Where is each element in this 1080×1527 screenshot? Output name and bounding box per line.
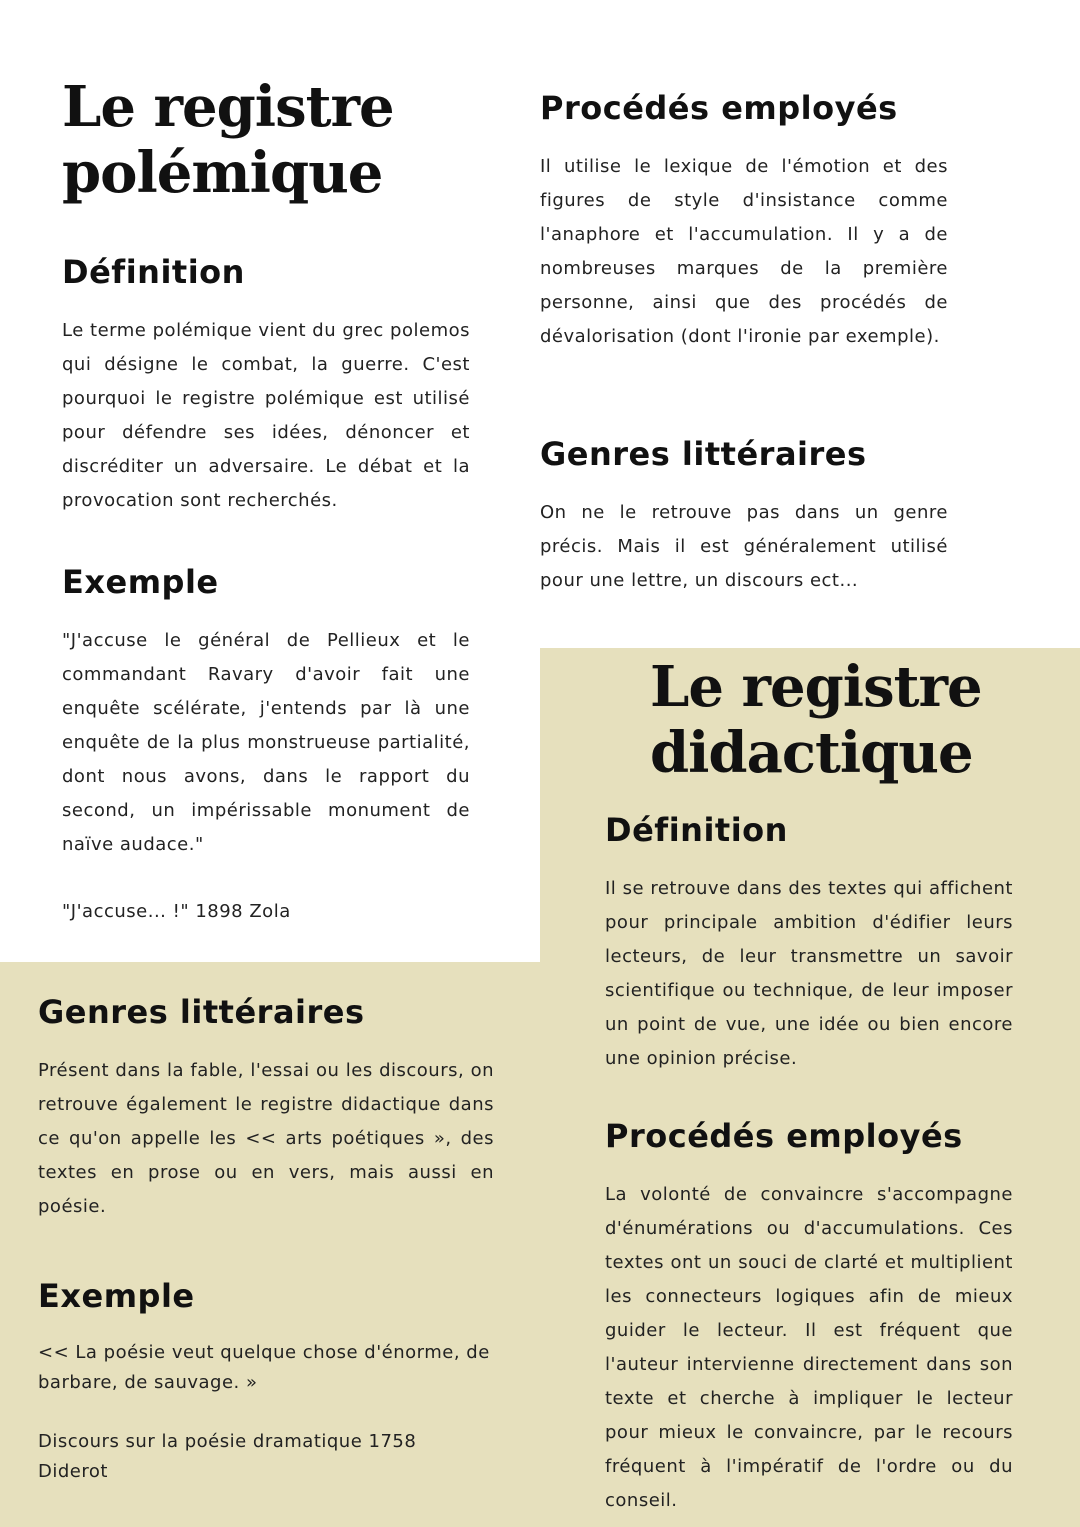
- didactique-procedes-heading: Procédés employés: [605, 1117, 963, 1155]
- polemique-procedes-text: Il utilise le lexique de l'émotion et des figures de style d'insistance comme l'anaphore et l'accumulation. Il y a de nombreuses marques de la première personne, ainsi que des procédés de dévalorisation (dont l'ironie par exemple).: [540, 156, 948, 347]
- didactique-title-line1: Le registre: [650, 654, 982, 720]
- didactique-example-heading: Exemple: [38, 1277, 195, 1315]
- didactique-example-section: [38, 1276, 494, 1487]
- polemique-title-line1: Le registre: [62, 74, 394, 140]
- polemique-title-line2: polémique: [62, 140, 383, 206]
- didactique-genres-text: Présent dans la fable, l'essai ou les discours, on retrouve également le registre didactique dans ce qu'on appelle les << arts poétiques », des textes en prose ou en vers, mais aussi en poésie.: [38, 1060, 494, 1217]
- polemique-example-heading: Exemple: [62, 563, 219, 601]
- didactique-title-line2: didactique: [650, 720, 973, 786]
- polemique-title: [62, 74, 522, 206]
- polemique-example-source: "J'accuse... !" 1898 Zola: [62, 901, 291, 922]
- polemique-genres-heading: Genres littéraires: [540, 435, 867, 473]
- polemique-definition-heading: Définition: [62, 253, 245, 291]
- polemique-procedes-section: [540, 88, 948, 354]
- polemique-example-section: [62, 562, 470, 929]
- didactique-genres-section: [38, 992, 494, 1224]
- polemique-definition-text: Le terme polémique vient du grec polemos qui désigne le combat, la guerre. C'est pourquoi le registre polémique est utilisé pour défendre ses idées, dénoncer et discréditer un adversaire. Le débat et la provocation sont recherchés.: [62, 320, 470, 511]
- didactique-example-source-line1: Discours sur la poésie dramatique 1758: [38, 1431, 417, 1452]
- polemique-procedes-heading: Procédés employés: [540, 89, 898, 127]
- didactique-example-source-line2: Diderot: [38, 1461, 108, 1482]
- didactique-example-quote: << La poésie veut quelque chose d'énorme, de barbare, de sauvage. »: [38, 1342, 490, 1393]
- didactique-procedes-text: La volonté de convaincre s'accompagne d'énumérations ou d'accumulations. Ces textes ont un souci de clarté et multiplient les connecteurs logiques afin de mieux guider le lecteur. Il est fréquent que l'auteur intervienne directement dans son texte et cherche à impliquer le lecteur pour mieux le convaincre, par le recours fréquent à l'impératif de l'ordre ou du conseil.: [605, 1184, 1013, 1511]
- polemique-example-quote: "J'accuse le général de Pellieux et le commandant Ravary d'avoir fait une enquête scélérate, j'entends par là une enquête de la plus monstrueuse partialité, dont nous avons, dans le rapport du second, un impérissable monument de naïve audace.": [62, 630, 470, 855]
- didactique-definition-heading: Définition: [605, 811, 788, 849]
- didactique-definition-section: [605, 810, 1013, 1076]
- didactique-procedes-section: [605, 1116, 1013, 1518]
- polemique-genres-text: On ne le retrouve pas dans un genre précis. Mais il est généralement utilisé pour une lettre, un discours ect...: [540, 502, 948, 591]
- didactique-title: [650, 654, 1050, 786]
- didactique-definition-text: Il se retrouve dans des textes qui affichent pour principale ambition d'édifier leurs lecteurs, de leur transmettre un savoir scientifique ou technique, de leur imposer un point de vue, une idée ou bien encore une opinion précise.: [605, 878, 1013, 1069]
- polemique-definition-section: [62, 252, 470, 518]
- polemique-genres-section: [540, 434, 948, 598]
- didactique-genres-heading: Genres littéraires: [38, 993, 365, 1031]
